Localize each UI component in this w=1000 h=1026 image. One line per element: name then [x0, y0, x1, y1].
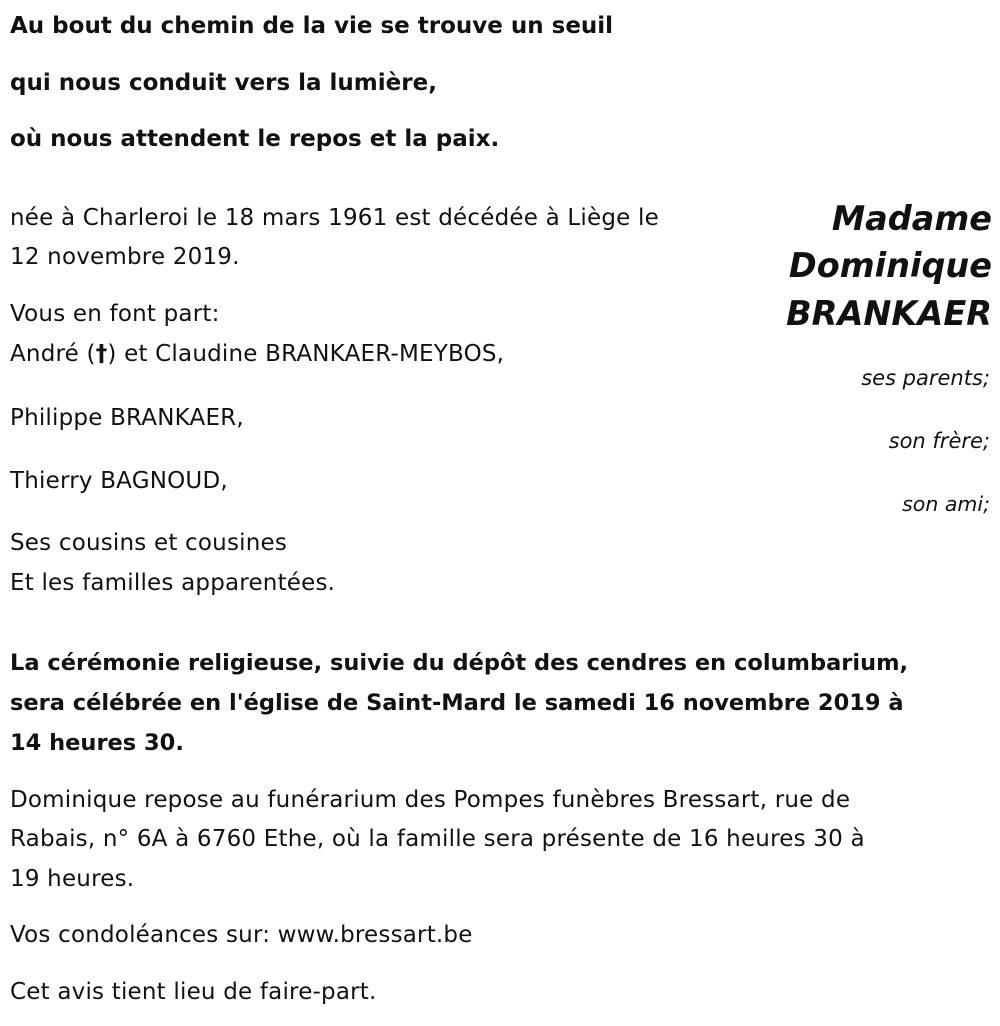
brother-name: Philippe BRANKAER, [10, 405, 244, 431]
funerarium-line-2: Rabais, n° 6A à 6760 Ethe, où la famille sera présente de 16 heures 30 à [10, 826, 865, 852]
condolences-line: Vos condoléances sur: www.bressart.be [10, 922, 473, 948]
deceased-last-name: BRANKAER [786, 294, 992, 333]
cross-icon: † [95, 341, 108, 367]
relation-brother: son frère; [888, 429, 990, 453]
ceremony-line-3: 14 heures 30. [10, 730, 184, 756]
cousins-line: Ses cousins et cousines [10, 530, 288, 556]
parents-suffix: ) et Claudine BRANKAER-MEYBOS, [107, 341, 505, 367]
birth-death-line-2: 12 novembre 2019. [10, 244, 240, 270]
parents-prefix: André ( [10, 341, 96, 367]
deceased-first-name: Dominique [788, 246, 992, 285]
notice-line: Cet avis tient lieu de faire-part. [10, 979, 377, 1005]
relation-parents: ses parents; [861, 366, 990, 390]
poem-line-1: Au bout du chemin de la vie se trouve un seuil [10, 13, 614, 39]
announcement-intro: Vous en font part: [10, 301, 220, 327]
poem-line-2: qui nous conduit vers la lumière, [10, 70, 437, 96]
families-line: Et les familles apparentées. [10, 570, 336, 596]
funerarium-line-3: 19 heures. [10, 866, 135, 892]
ceremony-line-2: sera célébrée en l'église de Saint-Mard le samedi 16 novembre 2019 à [10, 690, 904, 716]
poem-line-3: où nous attendent le repos et la paix. [10, 126, 500, 152]
ceremony-line-1: La cérémonie religieuse, suivie du dépôt des cendres en columbarium, [10, 650, 909, 676]
relation-friend: son ami; [902, 492, 990, 516]
parents-line [10, 334, 504, 374]
funerarium-line-1: Dominique repose au funérarium des Pompes funèbres Bressart, rue de [10, 787, 851, 813]
friend-name: Thierry BAGNOUD, [10, 468, 228, 494]
birth-death-line-1: née à Charleroi le 18 mars 1961 est décédée à Liège le [10, 205, 659, 231]
deceased-title: Madame [831, 199, 992, 238]
